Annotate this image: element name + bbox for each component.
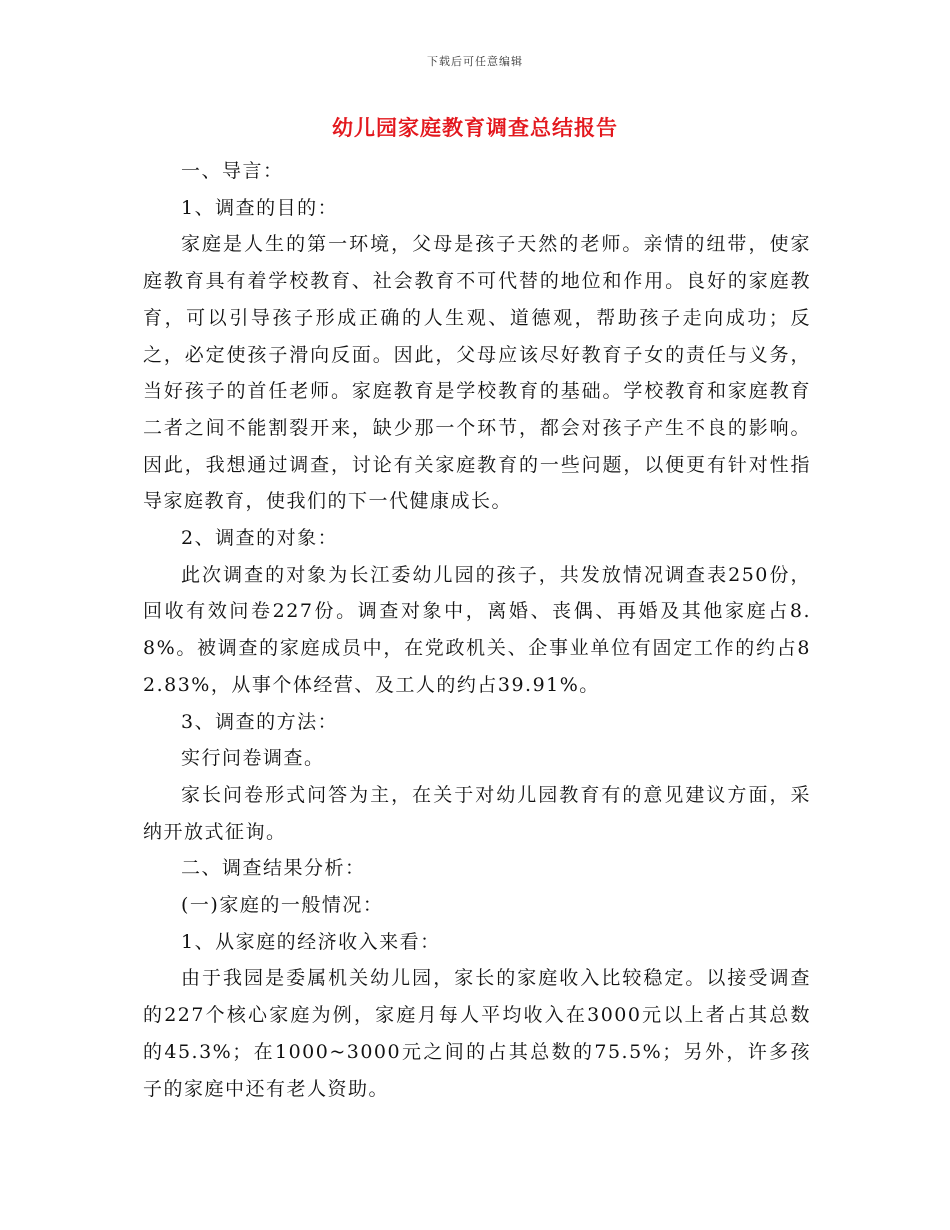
paragraph-purpose: 家庭是人生的第一环境，父母是孩子天然的老师。亲情的纽带，使家庭教育具有着学校教育、社会教育不可代替的地位和作用。良好的家庭教育，可以引导孩子形成正确的人生观、道德观，帮助孩子走向成功；反之，必定使孩子滑向反面。因此，父母应该尽好教育子女的责任与义务，当好孩子的首任老师。家庭教育是学校教育的基础。学校教育和家庭教育二者之间不能割裂开来，缺少那一个环节，都会对孩子产生不良的影响。因此，我想通过调查，讨论有关家庭教育的一些问题，以便更有针对性指导家庭教育，使我们的下一代健康成长。 <box>143 233 811 513</box>
paragraph-subjects: 此次调查的对象为长江委幼儿园的孩子，共发放情况调查表250份，回收有效问卷227份。调查对象中，离婚、丧偶、再婚及其他家庭占8.8%。被调查的家庭成员中，在党政机关、企事业单位有固定工作的约占82.83%，从事个体经营、及工人的约占39.91%。 <box>143 563 811 696</box>
subheading-income: 1、从家庭的经济收入来看： <box>181 930 441 953</box>
subheading-purpose: 1、调查的目的： <box>181 196 339 219</box>
section-heading-intro: 一、导言： <box>181 160 284 182</box>
document-title: 幼儿园家庭教育调查总结报告 <box>332 115 618 140</box>
subheading-subjects: 2、调查的对象： <box>181 527 339 550</box>
subheading-family-general: (一)家庭的一般情况： <box>181 894 384 917</box>
paragraph-questionnaire: 家长问卷形式问答为主，在关于对幼儿园教育有的意见建议方面，采纳开放式征询。 <box>143 783 811 843</box>
section-heading-analysis: 二、调查结果分析： <box>181 857 366 880</box>
paragraph-income: 由于我园是委属机关幼儿园，家长的家庭收入比较稳定。以接受调查的227个核心家庭为例，家庭月每人平均收入在3000元以上者占其总数的45.3%；在1000~3000元之间的占其总数的75.5%；另外，许多孩子的家庭中还有老人资助。 <box>143 967 811 1100</box>
subheading-method: 3、调查的方法： <box>181 710 339 733</box>
document-body <box>143 153 811 1107</box>
paragraph-method: 实行问卷调查。 <box>181 747 325 770</box>
header-note: 下载后可任意编辑 <box>427 55 523 68</box>
